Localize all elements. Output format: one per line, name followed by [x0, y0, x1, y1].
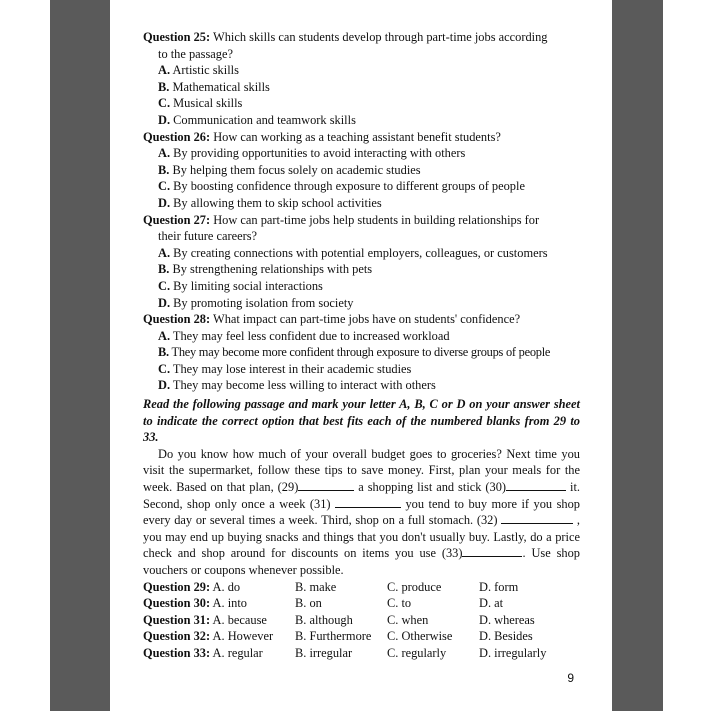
option: B. Mathematical skills — [158, 79, 270, 94]
question-text-continued: to the passage? — [158, 46, 234, 61]
option: B. By helping them focus solely on academic studies — [158, 162, 421, 177]
page-number: 9 — [567, 671, 574, 685]
document-page — [110, 0, 612, 711]
option: A. By creating connections with potential employers, colleagues, or customers — [158, 245, 548, 260]
question-25 — [143, 29, 580, 46]
option: D. By allowing them to skip school activities — [158, 195, 382, 210]
answer-row: Question 32: A. However B. Furthermore C. Otherwise D. Besides — [143, 629, 533, 644]
option: A. By providing opportunities to avoid interacting with others — [158, 146, 466, 161]
question-26 — [143, 129, 580, 146]
answer-options — [143, 579, 580, 662]
blank-30 — [506, 479, 566, 491]
question-text-continued: their future careers? — [158, 229, 258, 244]
option: B. They may become more confident through exposure to diverse groups of people — [158, 345, 551, 360]
answer-row: Question 29: A. do B. make C. produce D. form — [143, 579, 519, 594]
option: D. They may become less willing to interact with others — [158, 378, 436, 393]
question-number: Question 25: — [143, 30, 211, 44]
option: C. By limiting social interactions — [158, 278, 323, 293]
question-text: How can working as a teaching assistant benefit students? — [213, 129, 501, 144]
option: D. Communication and teamwork skills — [158, 112, 356, 127]
option: D. By promoting isolation from society — [158, 295, 354, 310]
blank-32 — [501, 512, 573, 524]
question-27 — [143, 212, 580, 229]
option: C. Musical skills — [158, 96, 243, 111]
option: A. Artistic skills — [158, 63, 239, 78]
question-text: What impact can part-time jobs have on students' confidence? — [213, 312, 521, 327]
answer-row: Question 31: A. because B. although C. when D. whereas — [143, 612, 535, 627]
option: A. They may feel less confident due to increased workload — [158, 328, 450, 343]
question-number: Question 26: — [143, 129, 211, 144]
question-number: Question 28: — [143, 312, 211, 327]
left-margin-bar — [50, 0, 110, 711]
cloze-passage: Do you know how much of your overall budget goes to groceries? Next time you visit the supermarket, follow these tips to save money. First, plan your meals for the week. Based on that plan, (29) a shopping list and stick (30) it. Second, shop only once a week (31) you tend to buy more if you shop every day or several times a week. Third, shop on a full stomach. (32) , you may end up buying snacks and things that you don't usually buy. Lastly, do a price check and shop around for discounts on items you use (33) . Use shop vouchers or coupons whenever possible. — [143, 446, 581, 577]
blank-31 — [335, 496, 401, 508]
right-margin-bar — [612, 0, 663, 711]
question-text: Which skills can students develop through part-time jobs according — [213, 30, 548, 44]
option: C. By boosting confidence through exposure to different groups of people — [158, 179, 525, 194]
question-text: How can part-time jobs help students in building relationships for — [213, 212, 540, 227]
question-28 — [143, 311, 580, 328]
option: B. By strengthening relationships with pets — [158, 262, 373, 277]
passage-instruction: Read the following passage and mark your letter A, B, C or D on your answer sheet to indicate the correct option that best fits each of the numbered blanks from 29 to 33. — [143, 397, 580, 445]
answer-row: Question 30: A. into B. on C. to D. at — [143, 596, 504, 611]
blank-29 — [298, 479, 354, 491]
blank-33 — [462, 545, 522, 557]
answer-row: Question 33: A. regular B. irregular C. regularly D. irregularly — [143, 645, 547, 660]
question-number: Question 27: — [143, 212, 211, 227]
option: C. They may lose interest in their academic studies — [158, 361, 412, 376]
